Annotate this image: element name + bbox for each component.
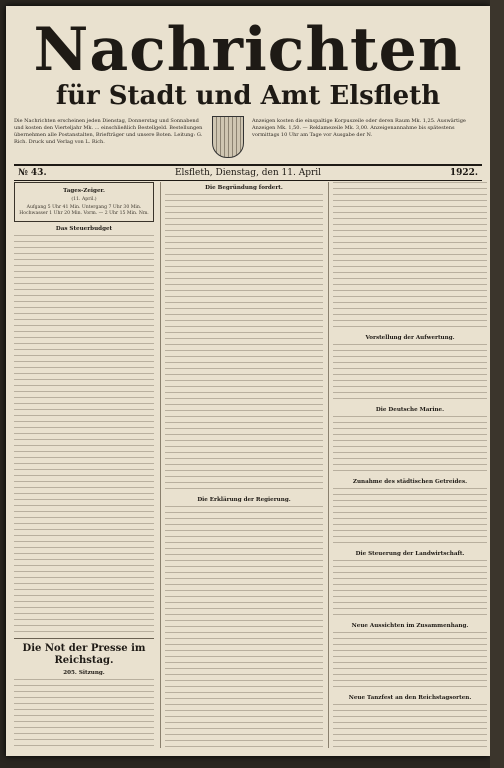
article-heading: Die Begründung fordert. bbox=[205, 185, 283, 191]
article-subheading: 205. Sitzung. bbox=[63, 670, 105, 676]
article-body bbox=[165, 194, 323, 494]
article-body bbox=[333, 344, 487, 404]
issue-number: № 43. bbox=[18, 168, 47, 178]
article-body bbox=[333, 704, 487, 748]
article-heading: Die Erklärung der Regierung. bbox=[197, 497, 291, 503]
binding-edge bbox=[490, 0, 504, 768]
almanac-title: Tages-Zeiger. bbox=[63, 188, 105, 194]
article-body bbox=[333, 416, 487, 476]
masthead-title: Nachrichten bbox=[33, 15, 463, 85]
masthead-subtitle: für Stadt und Amt Elsfleth bbox=[55, 81, 441, 111]
article-body bbox=[333, 182, 487, 332]
article-body bbox=[165, 506, 323, 748]
article-body bbox=[14, 679, 154, 748]
article-body bbox=[333, 560, 487, 620]
article-body bbox=[333, 488, 487, 548]
article-heading: Die Steuerung der Landwirtschaft. bbox=[355, 551, 465, 557]
column-1 bbox=[14, 182, 154, 748]
dateline bbox=[14, 164, 482, 181]
daily-almanac-box bbox=[14, 182, 154, 222]
article-heading-large: Die Not der Presse im Reichstag. bbox=[22, 643, 146, 666]
advertising-info: Anzeigen kosten die einspaltige Korpuszeile oder deren Raum Mk. 1,25. Auswärtige Anzeigen Mk. 1,50. — Reklamezeile Mk. 3,00. Anzeigenannahme bis spätestens vormittags 10 Uhr am Tage vor Ausgabe der N. bbox=[252, 118, 466, 138]
almanac-date: (11. April.) bbox=[71, 197, 97, 202]
article-heading: Neue Aussichten im Zusammenhang. bbox=[351, 623, 469, 629]
article-heading: Neue Tanzfest an den Reichstagsorten. bbox=[348, 695, 472, 701]
article-heading: Zunahme des städtischen Getreides. bbox=[352, 479, 468, 485]
issue-date: Elsfleth, Dienstag, den 11. April bbox=[174, 168, 322, 178]
article-heading: Das Steuerbudget bbox=[55, 226, 113, 232]
newspaper-page bbox=[6, 6, 490, 756]
column-2 bbox=[160, 182, 323, 748]
almanac-lines: Aufgang 5 Uhr 41 Min. Untergang 7 Uhr 30 Min. Hochwasser 1 Uhr 20 Min. Vorm. — 2 Uhr 15 Min. Nm. bbox=[19, 205, 149, 216]
town-crest-icon bbox=[212, 116, 244, 158]
article-heading: Die Deutsche Marine. bbox=[375, 407, 445, 413]
column-3 bbox=[328, 182, 487, 748]
masthead bbox=[14, 15, 482, 111]
issue-year: 1922. bbox=[449, 168, 478, 178]
article-body bbox=[14, 235, 154, 635]
divider bbox=[14, 638, 154, 639]
article-body bbox=[333, 632, 487, 692]
article-heading: Vorstellung der Aufwertung. bbox=[365, 335, 455, 341]
subscription-info: Die Nachrichten erscheinen jeden Dienstag, Donnerstag und Sonnabend und kosten den Vierteljahr Mk. ... einschließlich Bestellgeld. Bestellungen übernehmen alle Postanstalten, Briefträger und unsere Boten. Leitung: G. Rich. Druck und Verlag von L. Rich. bbox=[14, 118, 203, 145]
